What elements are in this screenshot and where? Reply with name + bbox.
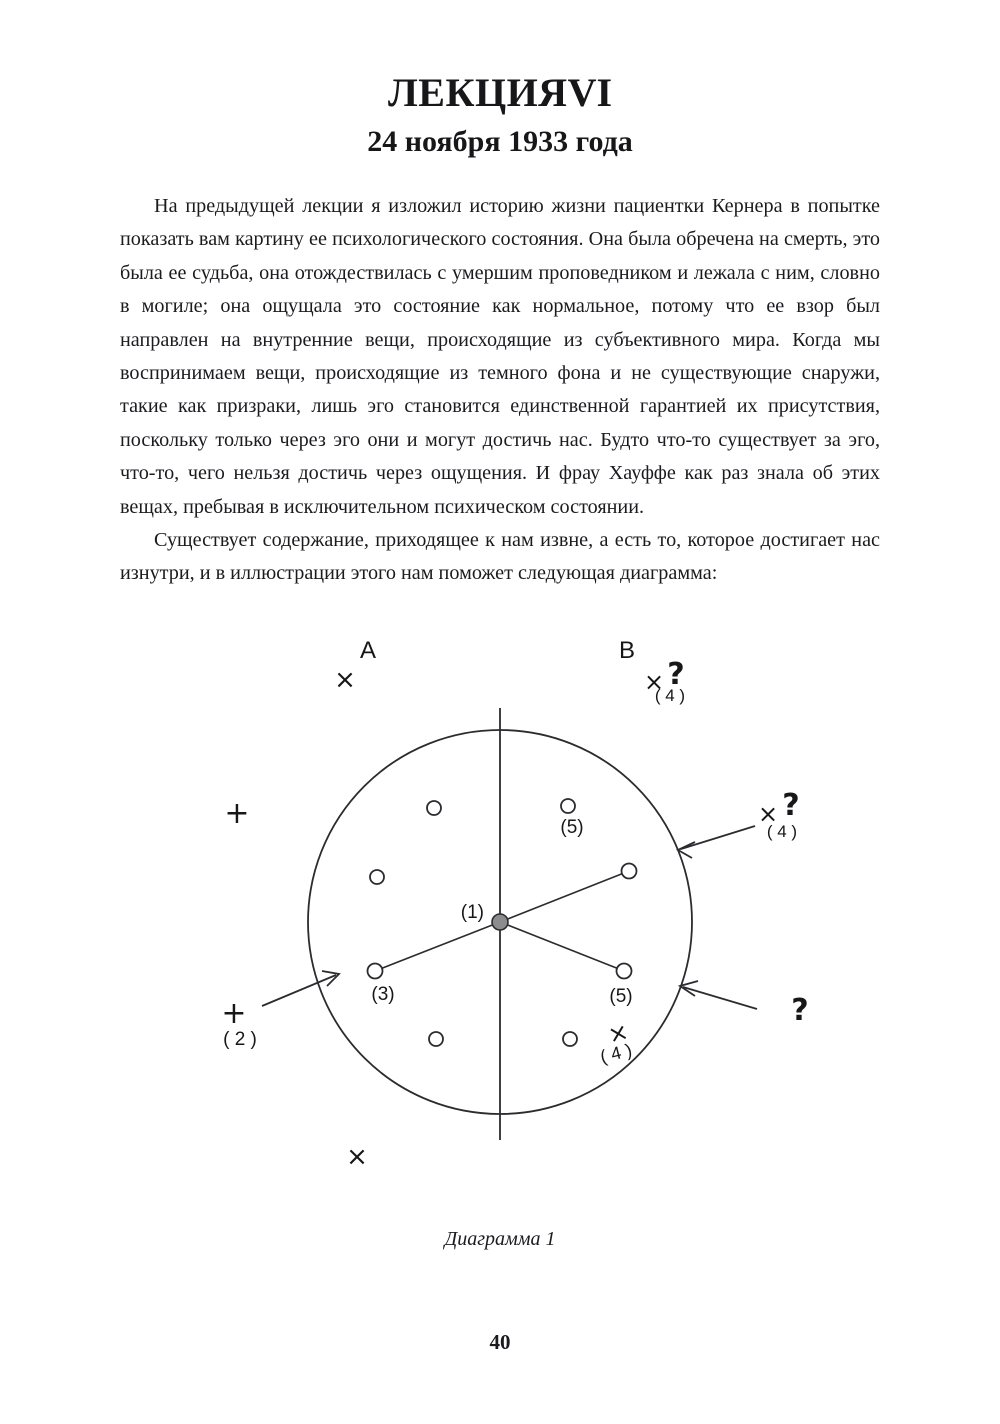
- mark-right-question-icon: ?: [782, 788, 800, 823]
- diagram-center-node: [492, 914, 508, 930]
- diagram-node-lower-left: [368, 964, 383, 979]
- figure-caption: Диаграмма 1: [444, 1228, 556, 1250]
- paragraph-1: На предыдущей лекции я изложил историю жизни пациентки Кернера в попытке показать вам картину ее психологического состояния. Она была обречена на смерть, это была ее судьба, она отождествилась с умершим проповедником и лежала с ним, словно в могиле; она ощущала это состояние как нормальное, потому что ее взор был направлен на внутренние вещи, происходящие из субъективного мира. Когда мы воспринимаем вещи, происходящие из темного фона и не существующие снаружи, такие как призраки, лишь эго становится единственной гарантией их присутствия, поскольку только через эго они и могут достичь нас. Будто что-то существует за эго, что-то, чего нельзя достичь через ощущения. И фрау Хауффе как раз знала об этих вещах, пребывая в исключительном психическом состоянии.: [120, 195, 880, 518]
- mark-lower-right-label: ( 4 ): [598, 1039, 634, 1067]
- diagram-ring-node-mid-left: [370, 870, 384, 884]
- diagram-ring-node-top-right: [561, 799, 575, 813]
- diagram-node-lower-right: [617, 964, 632, 979]
- arrow-lower-left: [262, 971, 339, 1006]
- mark-lower-right-question-icon: ?: [791, 993, 809, 1028]
- diagram-ring-node-top-left: [427, 801, 441, 815]
- lecture-date: 24 ноября 1933 года: [367, 125, 633, 158]
- diagram-node-upper-right: [622, 864, 637, 879]
- lecture-title-text: ЛЕКЦИЯ: [387, 70, 568, 115]
- diagram-spoke-upper-right: [500, 871, 629, 922]
- diagram-label-5-upper: (5): [560, 817, 584, 838]
- arrow-lower-right: [680, 981, 757, 1009]
- mark-b-cross-icon: ×: [643, 668, 665, 696]
- page-number: 40: [489, 1330, 511, 1354]
- lecture-numeral: VI: [567, 70, 613, 115]
- diagram-ring-node-bottom-right: [563, 1032, 577, 1046]
- mark-b-label: ( 4 ): [654, 686, 686, 705]
- mark-lower-left-plus-icon: +: [221, 996, 247, 1031]
- mark-left-plus-icon: +: [224, 796, 250, 831]
- mark-right-cross-icon: ×: [757, 800, 779, 828]
- mark-lower-left-label: ( 2 ): [223, 1029, 257, 1050]
- mark-b-question-icon: ?: [667, 657, 685, 692]
- diagram-label-b: B: [618, 637, 636, 664]
- diagram-center-label: (1): [460, 902, 484, 923]
- mark-a-cross-icon: ×: [334, 665, 356, 695]
- diagram-ring-node-bottom-left: [429, 1032, 443, 1046]
- mark-lower-right-group: [593, 1017, 635, 1067]
- paragraph-2: Существует содержание, приходящее к нам извне, а есть то, которое достигает нас изнутри, и в иллюстрации этого нам поможет следующая диаграмма:: [120, 529, 880, 585]
- mark-bottom-cross-icon: ×: [346, 1142, 368, 1172]
- page-title: [0, 72, 1000, 114]
- diagram-label-3: (3): [371, 984, 395, 1005]
- arrow-right: [678, 826, 755, 858]
- diagram-label-5-lower: (5): [609, 986, 633, 1007]
- mark-lower-right-cross-icon: ×: [605, 1017, 632, 1050]
- diagram-spoke-lower-right: [500, 922, 624, 971]
- diagram-label-a: A: [359, 637, 377, 664]
- diagram-spoke-lower-left: [375, 922, 500, 971]
- body-text: [120, 190, 880, 591]
- diagram-figure: [0, 630, 1000, 1270]
- title-block: [0, 72, 1000, 158]
- diagram-svg: [0, 630, 1000, 1270]
- mark-right-label: ( 4 ): [766, 822, 798, 841]
